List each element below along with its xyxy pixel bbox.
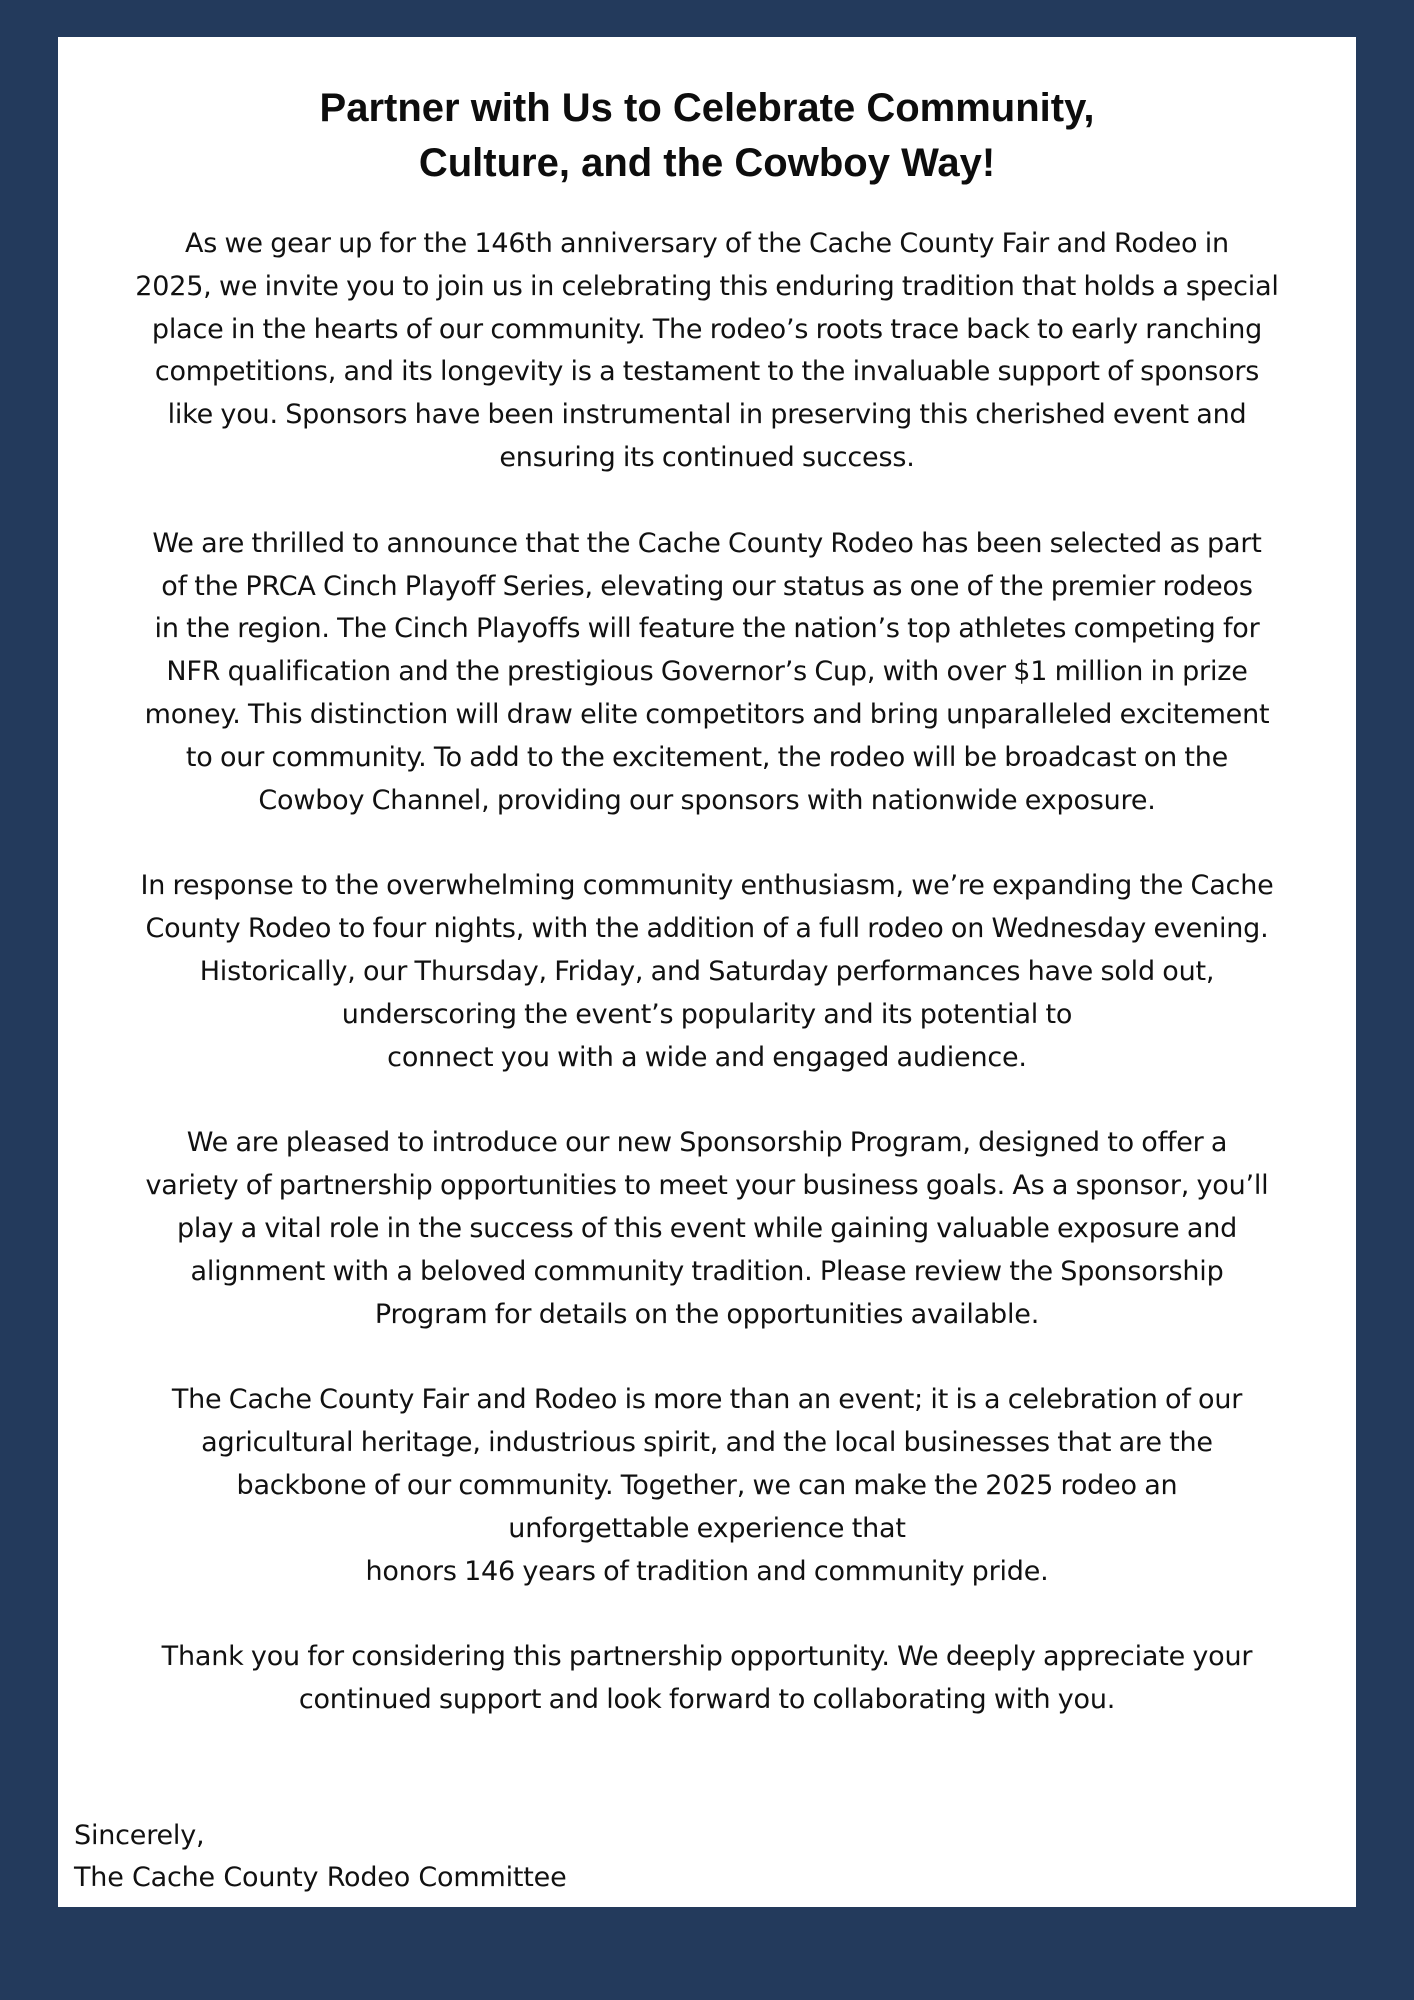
paragraph-line: 2025, we invite you to join us in celebrating this enduring tradition that holds a special (135, 270, 1279, 302)
paragraph-line: We are pleased to introduce our new Sponsorship Program, designed to offer a (186, 1127, 1228, 1159)
paragraph-line: unforgettable experience that (508, 1512, 906, 1544)
letter-page (58, 37, 1356, 1907)
signoff-block (74, 1815, 566, 1899)
paragraph-line: The Cache County Fair and Rodeo is more than an event; it is a celebration of our (171, 1384, 1243, 1416)
paragraph-line: Cowboy Channel, providing our sponsors with nationwide exposure. (258, 784, 1156, 816)
title-line: Culture, and the Cowboy Way! (418, 141, 996, 185)
closing-text: Sincerely, (74, 1820, 205, 1851)
signature-text: The Cache County Rodeo Committee (74, 1862, 567, 1893)
paragraph-line: alignment with a beloved community tradition. Please review the Sponsorship (190, 1255, 1224, 1287)
paragraph-line: Thank you for considering this partnership opportunity. We deeply appreciate your (161, 1641, 1253, 1673)
paragraph-line: NFR qualification and the prestigious Governor’s Cup, with over $1 million in prize (166, 656, 1248, 688)
paragraph-line: in the region. The Cinch Playoffs will feature the nation’s top athletes competing for (154, 613, 1260, 645)
paragraph-line: agricultural heritage, industrious spirit, and the local businesses that are the (201, 1427, 1213, 1459)
paragraph-heritage (74, 1379, 1340, 1593)
paragraph-sponsorship-program (74, 1122, 1340, 1336)
paragraph-four-nights (74, 865, 1340, 1079)
paragraph-line: We are thrilled to announce that the Cache County Rodeo has been selected as part (152, 527, 1262, 559)
paragraph-line: Historically, our Thursday, Friday, and Saturday performances have sold out, (199, 955, 1215, 987)
paragraph-anniversary (74, 223, 1340, 480)
paragraph-line: competitions, and its longevity is a testament to the invaluable support of sponsors (154, 356, 1260, 388)
paragraph-line: of the PRCA Cinch Playoff Series, elevating our status as one of the premier rodeos (161, 570, 1253, 602)
paragraph-line: As we gear up for the 146th anniversary of the Cache County Fair and Rodeo in (185, 228, 1229, 259)
paragraph-line: money. This distinction will draw elite competitors and bring unparalleled excitement (144, 698, 1270, 730)
paragraph-line: honors 146 years of tradition and community pride. (365, 1555, 1049, 1587)
paragraph-line: connect you with a wide and engaged audience. (387, 1041, 1027, 1073)
paragraph-line: In response to the overwhelming community enthusiasm, we’re expanding the Cache (140, 870, 1274, 902)
paragraph-line: place in the hearts of our community. The rodeo’s roots trace back to early ranching (151, 313, 1263, 345)
title-line: Partner with Us to Celebrate Community, (319, 86, 1095, 130)
paragraph-line: to our community. To add to the excitement, the rodeo will be broadcast on the (185, 741, 1229, 773)
paragraph-line: continued support and look forward to collaborating with you. (298, 1684, 1116, 1716)
paragraph-line: Program for details on the opportunities available. (374, 1298, 1040, 1330)
paragraph-playoff-series (74, 523, 1340, 823)
paragraph-line: County Rodeo to four nights, with the addition of a full rodeo on Wednesday evening. (145, 913, 1269, 945)
paragraph-thank-you (74, 1636, 1340, 1722)
paragraph-line: underscoring the event’s popularity and its potential to (341, 998, 1073, 1030)
paragraph-line: ensuring its continued success. (499, 441, 915, 473)
paragraph-line: backbone of our community. Together, we can make the 2025 rodeo an (236, 1469, 1178, 1501)
paragraph-line: play a vital role in the success of this event while gaining valuable exposure and (176, 1212, 1238, 1244)
letter-title (74, 81, 1340, 191)
paragraph-line: variety of partnership opportunities to meet your business goals. As a sponsor, you’ll (145, 1170, 1269, 1202)
paragraph-line: like you. Sponsors have been instrumental in preserving this cherished event and (167, 399, 1247, 431)
